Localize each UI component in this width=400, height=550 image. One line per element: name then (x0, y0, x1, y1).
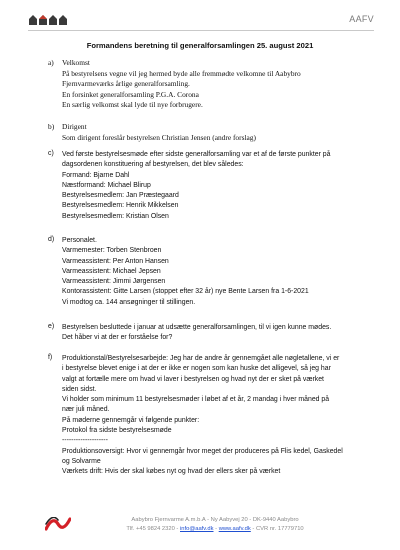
section-line: -------------------- (62, 437, 108, 445)
section-line: En særlig velkomst skal lyde til nye forbrugere. (62, 100, 203, 109)
header-divider (28, 30, 374, 31)
section-line: Bestyrelsen besluttede i januar at udsætte generalforsamlingen, til vi igen kunne mødes. (62, 324, 332, 331)
aafv-footer-logo-icon (45, 517, 71, 531)
section-line: Som dirigent foreslår bestyrelsen Christian Jensen (andre forslag) (62, 132, 256, 142)
footer-separator: - (215, 525, 218, 532)
page-footer (90, 516, 340, 533)
footer-web-link[interactable]: www.aafv.dk (218, 525, 251, 532)
section-line: og Solvarme (62, 457, 101, 465)
section-label: a) (48, 58, 54, 67)
section-label: f) (48, 354, 53, 361)
page-title: Formandens beretning til generalforsamlingen 25. august 2021 (86, 41, 314, 50)
footer-address: Aabybro Fjernvarme A.m.b.A - Ny Aabyvej 20 - DK-9440 Aabybro (131, 517, 299, 523)
section-line: Bestyrelsesmedlem: Jan Præstegaard (62, 192, 179, 200)
section-line: Varmeassistent: Jimmi Jørgensen (62, 278, 166, 286)
section-label: e) (48, 323, 55, 330)
section-line: Bestyrelsesmedlem: Kristian Olsen (62, 212, 169, 220)
section-line: Ved første bestyrelsesmøde efter sidste generalforsamling var et af de første punkter på (62, 151, 331, 158)
houses-logo-icon (28, 12, 68, 26)
section-line: Produktionstal/Bestyrelsesarbejde: Jeg har de andre år gennemgået alle nøgletallene, vi er (62, 355, 340, 362)
section-line: Formand: Bjarne Dahl (62, 171, 130, 179)
section-line: dagsordenen konstituering af bestyrelsen, det blev således: (62, 161, 244, 169)
page-header (28, 12, 374, 28)
section-line: På bestyrelsens vegne vil jeg hermed byde alle fremmødte velkomne til Aabybro (62, 68, 301, 78)
section-line: siden sidst. (62, 385, 97, 393)
section-line: Varmeassistent: Per Anton Hansen (62, 257, 169, 265)
section-line: valgt at fortælle mere om hvad vi laver i bestyrelsen og hvad nyt der er sket på værket (62, 375, 324, 383)
section-label: d) (48, 236, 55, 243)
section-line: Varmemester: Torben Stenbroen (62, 247, 162, 255)
brand-name: AAFV (349, 14, 374, 24)
section-line: i bestyrelse blevet enige i at der er ikke er nogen som kan huske det alligevel, så jeg har (62, 365, 331, 373)
footer-cvr: - CVR nr. 17779710 (252, 525, 304, 532)
section-line: Bestyrelsesmedlem: Henrik Mikkelsen (62, 202, 179, 210)
section-line: En forsinket generalforsamling P.G.A. Corona (62, 89, 199, 99)
section-label: b) (48, 122, 55, 131)
section-line: Vi holder som minimum 11 bestyrelsesmøder i løbet af et år, 2 mandag i hver måned på (62, 396, 330, 404)
section-line: Dirigent (62, 122, 87, 131)
section-line: Fjernvarmeværks årlige generalforsamling. (62, 79, 190, 88)
section-line: Det håber vi at der er forståelse for? (62, 334, 173, 342)
section-line: Produktionsoversigt: Hvor vi gennemgår hvor meget der produceres på Flis kedel, Gaskedel (62, 447, 343, 455)
section-line: Protokol fra sidste bestyrelsesmøde (62, 427, 172, 435)
section-line: Personalet. (62, 237, 97, 244)
section-label: c) (48, 150, 54, 157)
footer-contact (90, 525, 340, 534)
section-line: Kontorassistent: Gitte Larsen (stoppet efter 32 år) nye Bente Larsen fra 1-6-2021 (62, 288, 309, 296)
section-line: Velkomst (62, 58, 90, 67)
section-line: På møderne gennemgår vi følgende punkter: (62, 416, 200, 424)
footer-phone: Tlf. +45 9824 2320 - (126, 525, 179, 532)
section-line: Varmeassistent: Michael Jepsen (62, 267, 161, 275)
footer-email-link[interactable]: info@aafv.dk (180, 525, 214, 532)
section-line: Vi modtog ca. 144 ansøgninger til stillingen. (62, 298, 196, 306)
section-line: Værkets drift: Hvis der skal købes nyt og hvad der ellers sker på værket (62, 468, 281, 476)
section-line: nær juli måned. (62, 406, 110, 414)
section-line: Næstformand: Michael Blirup (62, 181, 151, 189)
